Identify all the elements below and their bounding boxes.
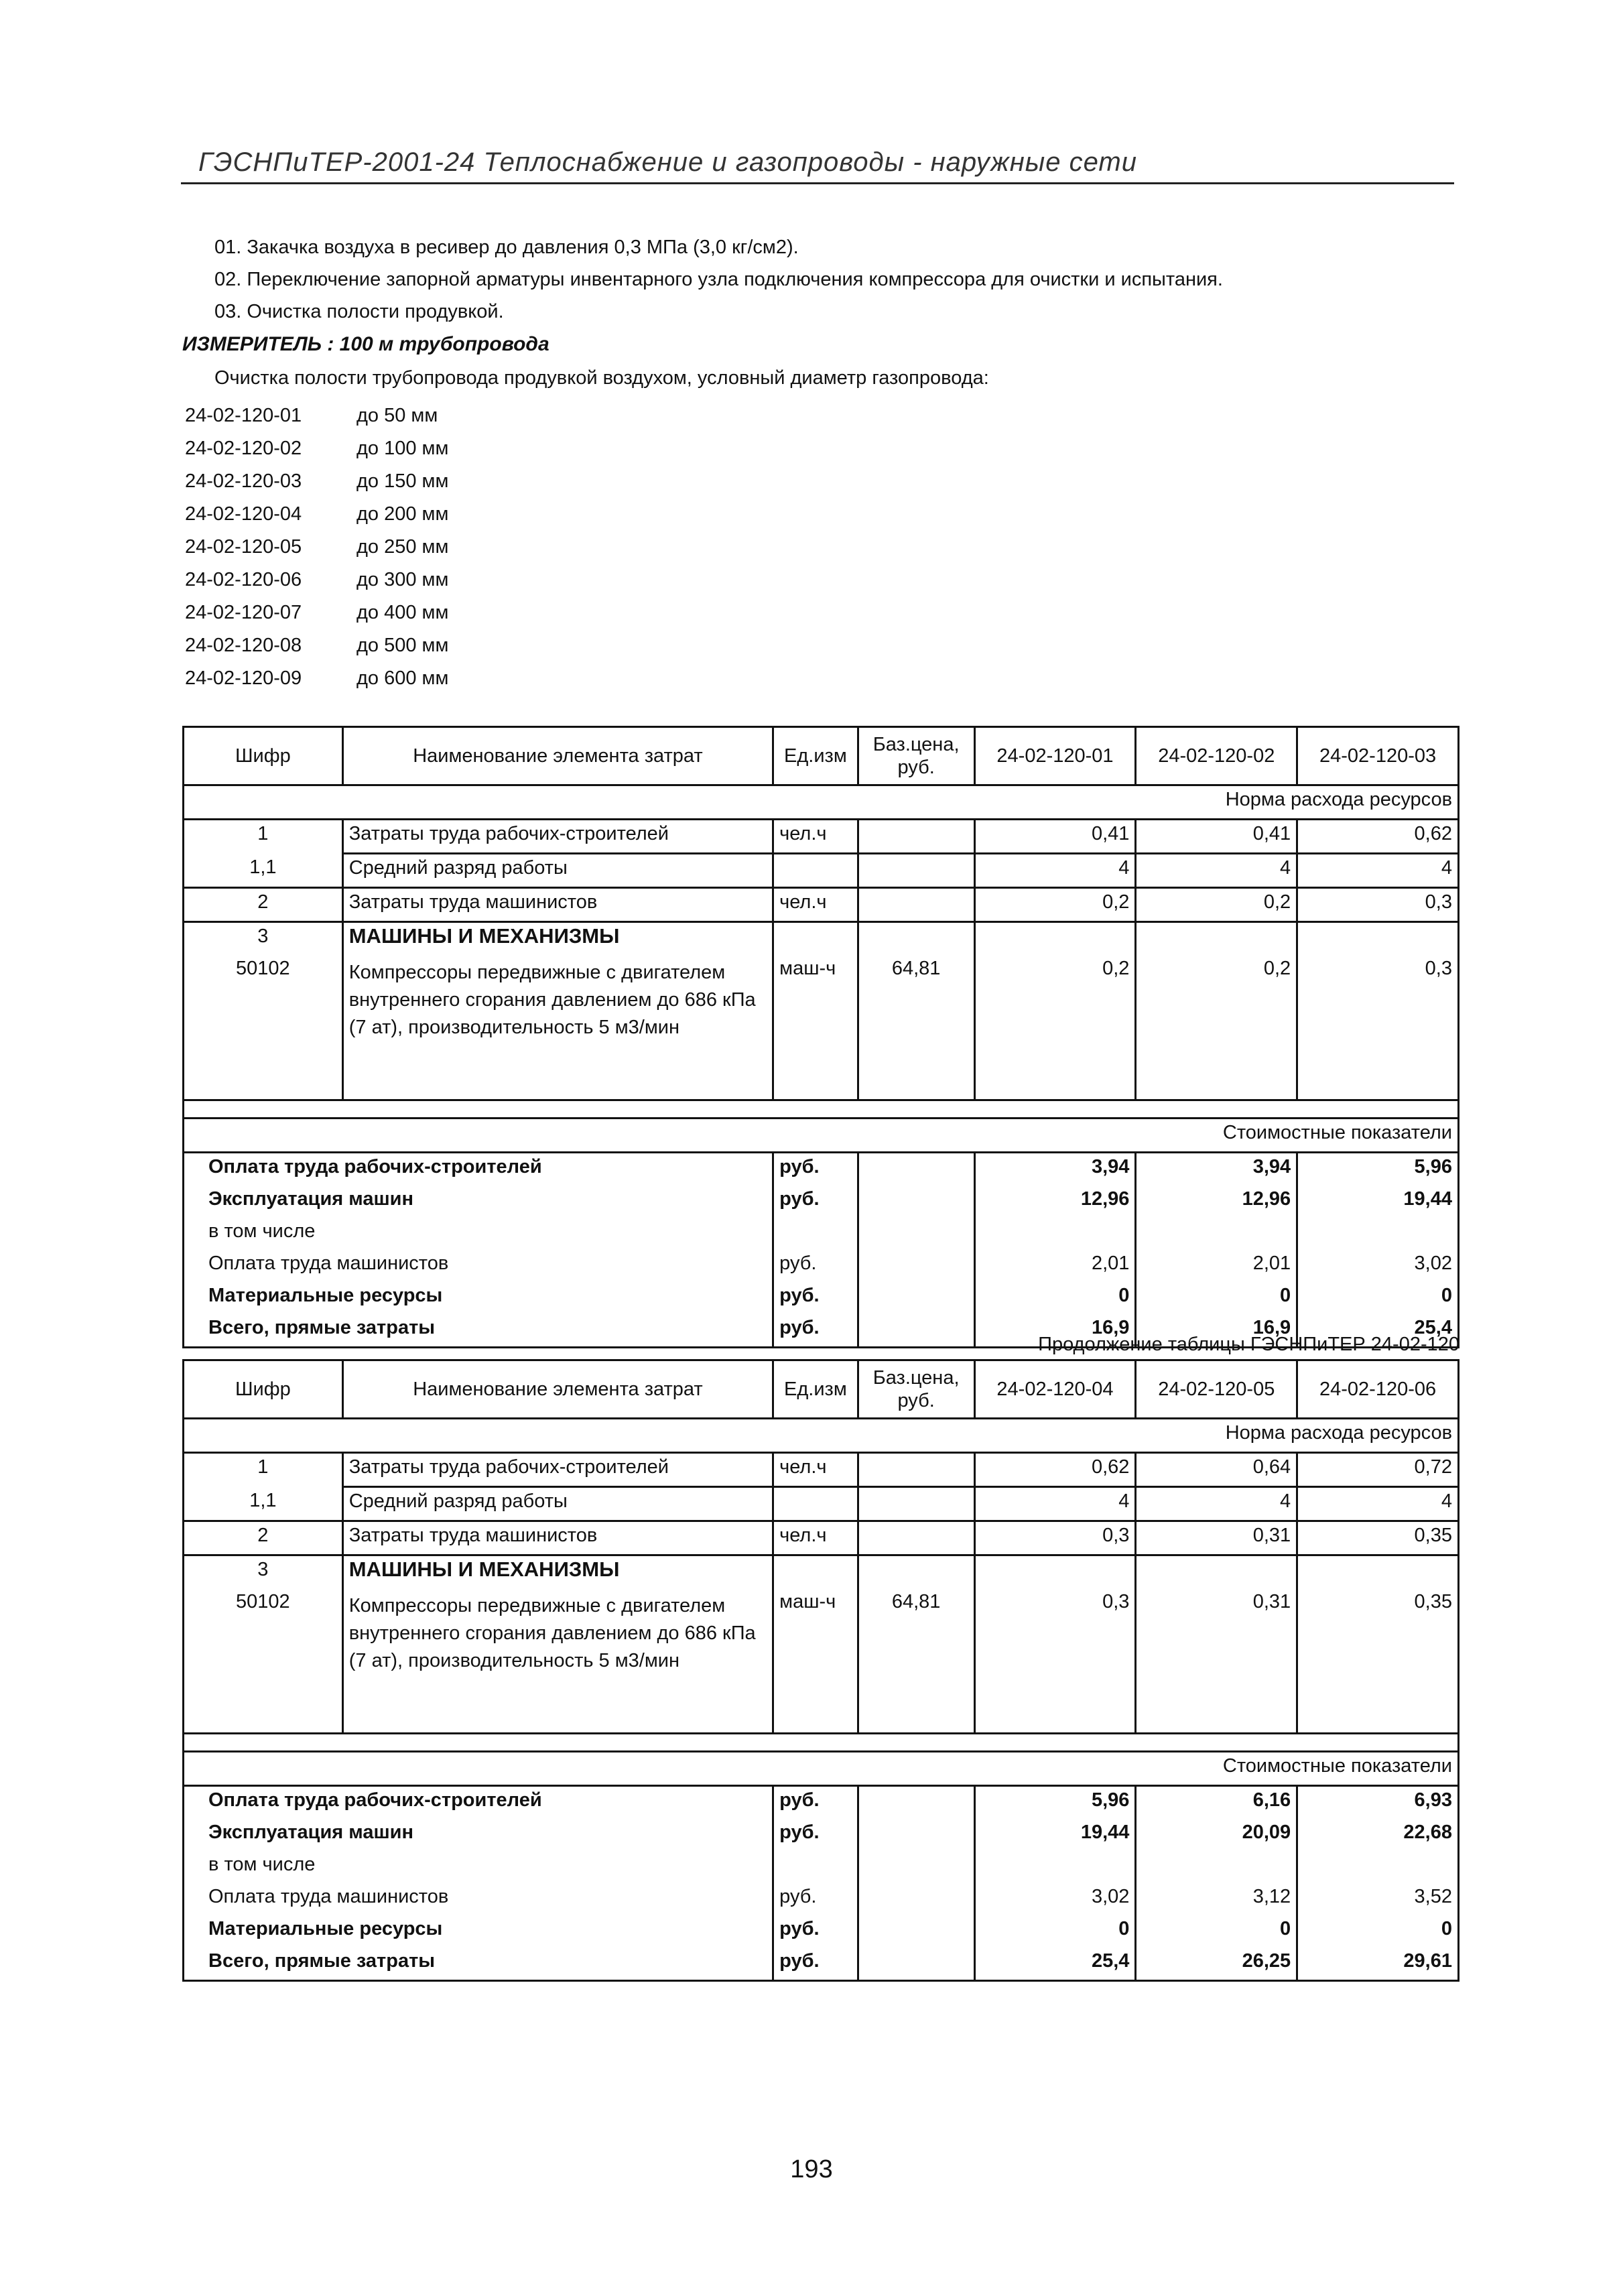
cell-name: Всего, прямые затраты — [184, 1314, 773, 1348]
cell-value — [974, 1218, 1136, 1250]
code: 24-02-120-07 — [185, 602, 302, 623]
cell-unit — [773, 1851, 858, 1883]
cell-name: Материальные ресурсы — [184, 1282, 773, 1314]
code: 24-02-120-08 — [185, 635, 302, 656]
cell-price — [858, 1785, 974, 1819]
norm-band-label: Норма расхода ресурсов — [184, 785, 1459, 820]
cell-value: 0,72 — [1297, 1453, 1459, 1487]
spacer-row — [184, 1100, 1459, 1118]
cell-value: 20,09 — [1136, 1819, 1297, 1851]
cell-value: 0,35 — [1297, 1521, 1459, 1555]
cell-price — [858, 820, 974, 854]
cell-value — [1297, 922, 1459, 956]
table-header-row — [184, 727, 1459, 785]
cell-name: Оплата труда машинистов — [184, 1883, 773, 1915]
cell-price — [858, 1851, 974, 1883]
code: 24-02-120-03 — [185, 470, 302, 492]
code-list-item — [185, 465, 448, 498]
cell-name: Средний разряд работы — [342, 1487, 773, 1521]
cell-value: 0,62 — [974, 1453, 1136, 1487]
code: 24-02-120-06 — [185, 569, 302, 590]
cell-price — [858, 1521, 974, 1555]
table-row — [184, 820, 1459, 854]
cell-unit: руб. — [773, 1250, 858, 1282]
table-row — [184, 1785, 1459, 1819]
cell-unit: руб. — [773, 1314, 858, 1348]
norm-band-label: Норма расхода ресурсов — [184, 1419, 1459, 1453]
table-row — [184, 1883, 1459, 1915]
code-diameter: до 250 мм — [356, 536, 449, 558]
cell-value: 0,41 — [974, 820, 1136, 854]
table-row — [184, 1588, 1459, 1733]
code-diameter: до 50 мм — [356, 405, 438, 426]
cost-band-label: Стоимостные показатели — [184, 1118, 1459, 1152]
work-step: 03. Очистка полости продувкой. — [214, 301, 504, 322]
cell-name: Затраты труда машинистов — [342, 888, 773, 922]
cell-name: Материальные ресурсы — [184, 1915, 773, 1948]
code-list-item — [185, 531, 448, 564]
cell-name: Затраты труда машинистов — [342, 1521, 773, 1555]
cell-value — [1297, 1555, 1459, 1589]
cell-value: 4 — [974, 854, 1136, 888]
header-column-code: 24-02-120-02 — [1136, 727, 1297, 785]
table-row — [184, 1186, 1459, 1218]
cell-value: 0,64 — [1136, 1453, 1297, 1487]
cell-shifr: 2 — [184, 888, 343, 922]
cell-name: Затраты труда рабочих-строителей — [342, 1453, 773, 1487]
work-steps — [214, 231, 1223, 328]
norm-band-row — [184, 1419, 1459, 1453]
table-row — [184, 1152, 1459, 1186]
cell-price — [858, 1555, 974, 1589]
code: 24-02-120-05 — [185, 536, 302, 558]
table-row — [184, 922, 1459, 956]
cell-price — [858, 1453, 974, 1487]
cell-name: Всего, прямые затраты — [184, 1948, 773, 1981]
cell-value: 6,16 — [1136, 1785, 1297, 1819]
cell-value: 5,96 — [1297, 1152, 1459, 1186]
cell-value: 26,25 — [1136, 1948, 1297, 1981]
cell-value — [1136, 922, 1297, 956]
cell-unit: руб. — [773, 1883, 858, 1915]
table-continuation-label: Продолжение таблицы ГЭСНПиТЕР 24-02-120 — [1038, 1334, 1459, 1355]
spacer-row — [184, 1733, 1459, 1751]
code-list-item — [185, 399, 448, 432]
cell-value: 0 — [1297, 1915, 1459, 1948]
cell-value: 4 — [1297, 1487, 1459, 1521]
cell-unit: руб. — [773, 1785, 858, 1819]
cell-value: 0 — [974, 1915, 1136, 1948]
resource-table-1 — [182, 726, 1459, 1348]
cell-price — [858, 922, 974, 956]
header-column-code: 24-02-120-04 — [974, 1360, 1136, 1419]
table-row — [184, 1851, 1459, 1883]
header-divider — [181, 182, 1454, 184]
cell-value: 3,02 — [1297, 1250, 1459, 1282]
cell-unit: чел.ч — [773, 888, 858, 922]
cell-value — [1297, 1851, 1459, 1883]
cell-value — [1136, 1851, 1297, 1883]
cell-unit — [773, 922, 858, 956]
cell-value: 6,93 — [1297, 1785, 1459, 1819]
cell-value: 0,62 — [1297, 820, 1459, 854]
cell-value: 0 — [1136, 1282, 1297, 1314]
work-step: 02. Переключение запорной арматуры инвентарного узла подключения компрессора для очистки и испытания. — [214, 269, 1223, 290]
cell-name: Эксплуатация машин — [184, 1186, 773, 1218]
cell-price — [858, 1218, 974, 1250]
cell-price — [858, 1314, 974, 1348]
header-unit: Ед.изм — [773, 727, 858, 785]
code-diameter: до 500 мм — [356, 635, 449, 656]
code-list-item — [185, 564, 448, 596]
work-description: Очистка полости трубопровода продувкой воздухом, условный диаметр газопровода: — [214, 367, 989, 389]
cell-value: 0 — [1297, 1282, 1459, 1314]
cell-value: 3,94 — [1136, 1152, 1297, 1186]
cell-price — [858, 1250, 974, 1282]
code: 24-02-120-02 — [185, 438, 302, 459]
cell-price — [858, 1819, 974, 1851]
spacer-cell — [184, 1100, 1459, 1118]
cell-value: 0,41 — [1136, 820, 1297, 854]
cell-shifr: 2 — [184, 1521, 343, 1555]
cell-shifr: 3 — [184, 1555, 343, 1589]
cell-shifr: 1 — [184, 820, 343, 854]
cell-unit: руб. — [773, 1282, 858, 1314]
cell-price — [858, 1915, 974, 1948]
cell-value: 12,96 — [974, 1186, 1136, 1218]
cell-value: 29,61 — [1297, 1948, 1459, 1981]
cell-value: 0,31 — [1136, 1521, 1297, 1555]
cell-value — [1136, 1218, 1297, 1250]
cell-value: 0,2 — [974, 955, 1136, 1100]
cell-value: 0,35 — [1297, 1588, 1459, 1733]
header-unit: Ед.изм — [773, 1360, 858, 1419]
header-column-code: 24-02-120-01 — [974, 727, 1136, 785]
meter-label: ИЗМЕРИТЕЛЬ : 100 м трубопровода — [182, 333, 549, 355]
cell-value — [974, 1851, 1136, 1883]
header-column-code: 24-02-120-06 — [1297, 1360, 1459, 1419]
cell-unit: чел.ч — [773, 1453, 858, 1487]
cell-value: 0,31 — [1136, 1588, 1297, 1733]
cell-unit — [773, 854, 858, 888]
cell-unit: маш-ч — [773, 955, 858, 1100]
code-list — [185, 399, 448, 695]
cell-price — [858, 1282, 974, 1314]
cell-value: 19,44 — [974, 1819, 1136, 1851]
cell-value: 25,4 — [1297, 1314, 1459, 1348]
cost-band-label: Стоимостные показатели — [184, 1751, 1459, 1785]
cell-price — [858, 1152, 974, 1186]
header-column-code: 24-02-120-05 — [1136, 1360, 1297, 1419]
cell-value: 2,01 — [1136, 1250, 1297, 1282]
table-row — [184, 1282, 1459, 1314]
cell-unit: руб. — [773, 1915, 858, 1948]
cell-value: 5,96 — [974, 1785, 1136, 1819]
cell-price — [858, 854, 974, 888]
cell-name: Оплата труда рабочих-строителей — [184, 1152, 773, 1186]
work-step: 01. Закачка воздуха в ресивер до давления 0,3 МПа (3,0 кг/см2). — [214, 237, 799, 258]
cell-value: 0,3 — [974, 1588, 1136, 1733]
cell-value: 2,01 — [974, 1250, 1136, 1282]
cell-price: 64,81 — [858, 955, 974, 1100]
table-row — [184, 1250, 1459, 1282]
cell-value: 4 — [974, 1487, 1136, 1521]
cell-shifr: 50102 — [184, 955, 343, 1100]
spacer-cell — [184, 1733, 1459, 1751]
table-row — [184, 1453, 1459, 1487]
cell-price — [858, 1883, 974, 1915]
table-row — [184, 1555, 1459, 1589]
cell-value: 16,9 — [1136, 1314, 1297, 1348]
cell-value: 0,2 — [1136, 955, 1297, 1100]
code-list-item — [185, 629, 448, 662]
table-row — [184, 888, 1459, 922]
cell-value: 0 — [974, 1282, 1136, 1314]
header-price: Баз.цена, руб. — [858, 727, 974, 785]
cell-value — [1136, 1555, 1297, 1589]
cell-value: 19,44 — [1297, 1186, 1459, 1218]
cell-value: 0 — [1136, 1915, 1297, 1948]
cell-value: 0,3 — [1297, 888, 1459, 922]
cell-price — [858, 1948, 974, 1981]
cell-price — [858, 888, 974, 922]
cell-name: Эксплуатация машин — [184, 1819, 773, 1851]
table-row — [184, 955, 1459, 1100]
cell-value — [1297, 1218, 1459, 1250]
cell-name: МАШИНЫ И МЕХАНИЗМЫ — [342, 922, 773, 956]
cell-value: 0,2 — [974, 888, 1136, 922]
cell-unit — [773, 1555, 858, 1589]
page-number: 193 — [790, 2155, 833, 2183]
code: 24-02-120-01 — [185, 405, 302, 426]
cell-unit: руб. — [773, 1152, 858, 1186]
cost-band-row — [184, 1118, 1459, 1152]
header-shifr: Шифр — [184, 727, 343, 785]
header-price: Баз.цена, руб. — [858, 1360, 974, 1419]
code-list-item — [185, 596, 448, 629]
code-diameter: до 100 мм — [356, 438, 449, 459]
cell-shifr: 50102 — [184, 1588, 343, 1733]
code-diameter: до 150 мм — [356, 470, 449, 492]
code-diameter: до 300 мм — [356, 569, 449, 590]
table-row — [184, 1218, 1459, 1250]
cell-shifr: 1,1 — [184, 854, 343, 888]
cell-unit: руб. — [773, 1819, 858, 1851]
cell-name: Средний разряд работы — [342, 854, 773, 888]
cell-value: 3,94 — [974, 1152, 1136, 1186]
cell-unit — [773, 1218, 858, 1250]
cell-name: в том числе — [184, 1851, 773, 1883]
cell-shifr: 1 — [184, 1453, 343, 1487]
code-diameter: до 600 мм — [356, 667, 449, 689]
cell-value: 25,4 — [974, 1948, 1136, 1981]
cell-value: 0,3 — [974, 1521, 1136, 1555]
cell-value: 4 — [1297, 854, 1459, 888]
cell-value: 4 — [1136, 854, 1297, 888]
cell-name: Компрессоры передвижные с двигателем внутреннего сгорания давлением до 686 кПа (7 ат), производительность 5 м3/мин — [342, 1588, 773, 1733]
cell-value: 3,12 — [1136, 1883, 1297, 1915]
cell-unit: чел.ч — [773, 820, 858, 854]
cell-value — [974, 922, 1136, 956]
header-name: Наименование элемента затрат — [342, 727, 773, 785]
cell-name: Оплата труда машинистов — [184, 1250, 773, 1282]
cell-value: 0,3 — [1297, 955, 1459, 1100]
code-list-item — [185, 432, 448, 465]
cell-price — [858, 1487, 974, 1521]
cell-shifr: 1,1 — [184, 1487, 343, 1521]
header-column-code: 24-02-120-03 — [1297, 727, 1459, 785]
code-diameter: до 200 мм — [356, 503, 449, 525]
cell-name: МАШИНЫ И МЕХАНИЗМЫ — [342, 1555, 773, 1589]
header-name: Наименование элемента затрат — [342, 1360, 773, 1419]
cost-band-row — [184, 1751, 1459, 1785]
cell-name: в том числе — [184, 1218, 773, 1250]
code-list-item — [185, 498, 448, 531]
cell-price: 64,81 — [858, 1588, 974, 1733]
cell-value: 22,68 — [1297, 1819, 1459, 1851]
table-row — [184, 1819, 1459, 1851]
norm-band-row — [184, 785, 1459, 820]
cell-value: 3,02 — [974, 1883, 1136, 1915]
code: 24-02-120-04 — [185, 503, 302, 525]
cell-unit — [773, 1487, 858, 1521]
resource-table-2 — [182, 1359, 1459, 1982]
cell-unit: чел.ч — [773, 1521, 858, 1555]
code: 24-02-120-09 — [185, 667, 302, 689]
code-list-item — [185, 662, 448, 695]
cell-value: 12,96 — [1136, 1186, 1297, 1218]
code-diameter: до 400 мм — [356, 602, 449, 623]
cell-value: 3,52 — [1297, 1883, 1459, 1915]
cell-name: Затраты труда рабочих-строителей — [342, 820, 773, 854]
header-shifr: Шифр — [184, 1360, 343, 1419]
page-header-title: ГЭСНПиТЕР-2001-24 Теплоснабжение и газопроводы - наружные сети — [198, 147, 1137, 177]
cell-unit: маш-ч — [773, 1588, 858, 1733]
cell-price — [858, 1186, 974, 1218]
cell-unit: руб. — [773, 1186, 858, 1218]
cell-name: Оплата труда рабочих-строителей — [184, 1785, 773, 1819]
cell-value — [974, 1555, 1136, 1589]
table-row — [184, 1521, 1459, 1555]
cell-value: 4 — [1136, 1487, 1297, 1521]
table-row — [184, 1915, 1459, 1948]
table-row — [184, 1948, 1459, 1981]
cell-value: 0,2 — [1136, 888, 1297, 922]
table-row — [184, 1487, 1459, 1521]
cell-value: 16,9 — [974, 1314, 1136, 1348]
table-row — [184, 854, 1459, 888]
cell-unit: руб. — [773, 1948, 858, 1981]
cell-shifr: 3 — [184, 922, 343, 956]
table-header-row — [184, 1360, 1459, 1419]
cell-name: Компрессоры передвижные с двигателем внутреннего сгорания давлением до 686 кПа (7 ат), производительность 5 м3/мин — [342, 955, 773, 1100]
